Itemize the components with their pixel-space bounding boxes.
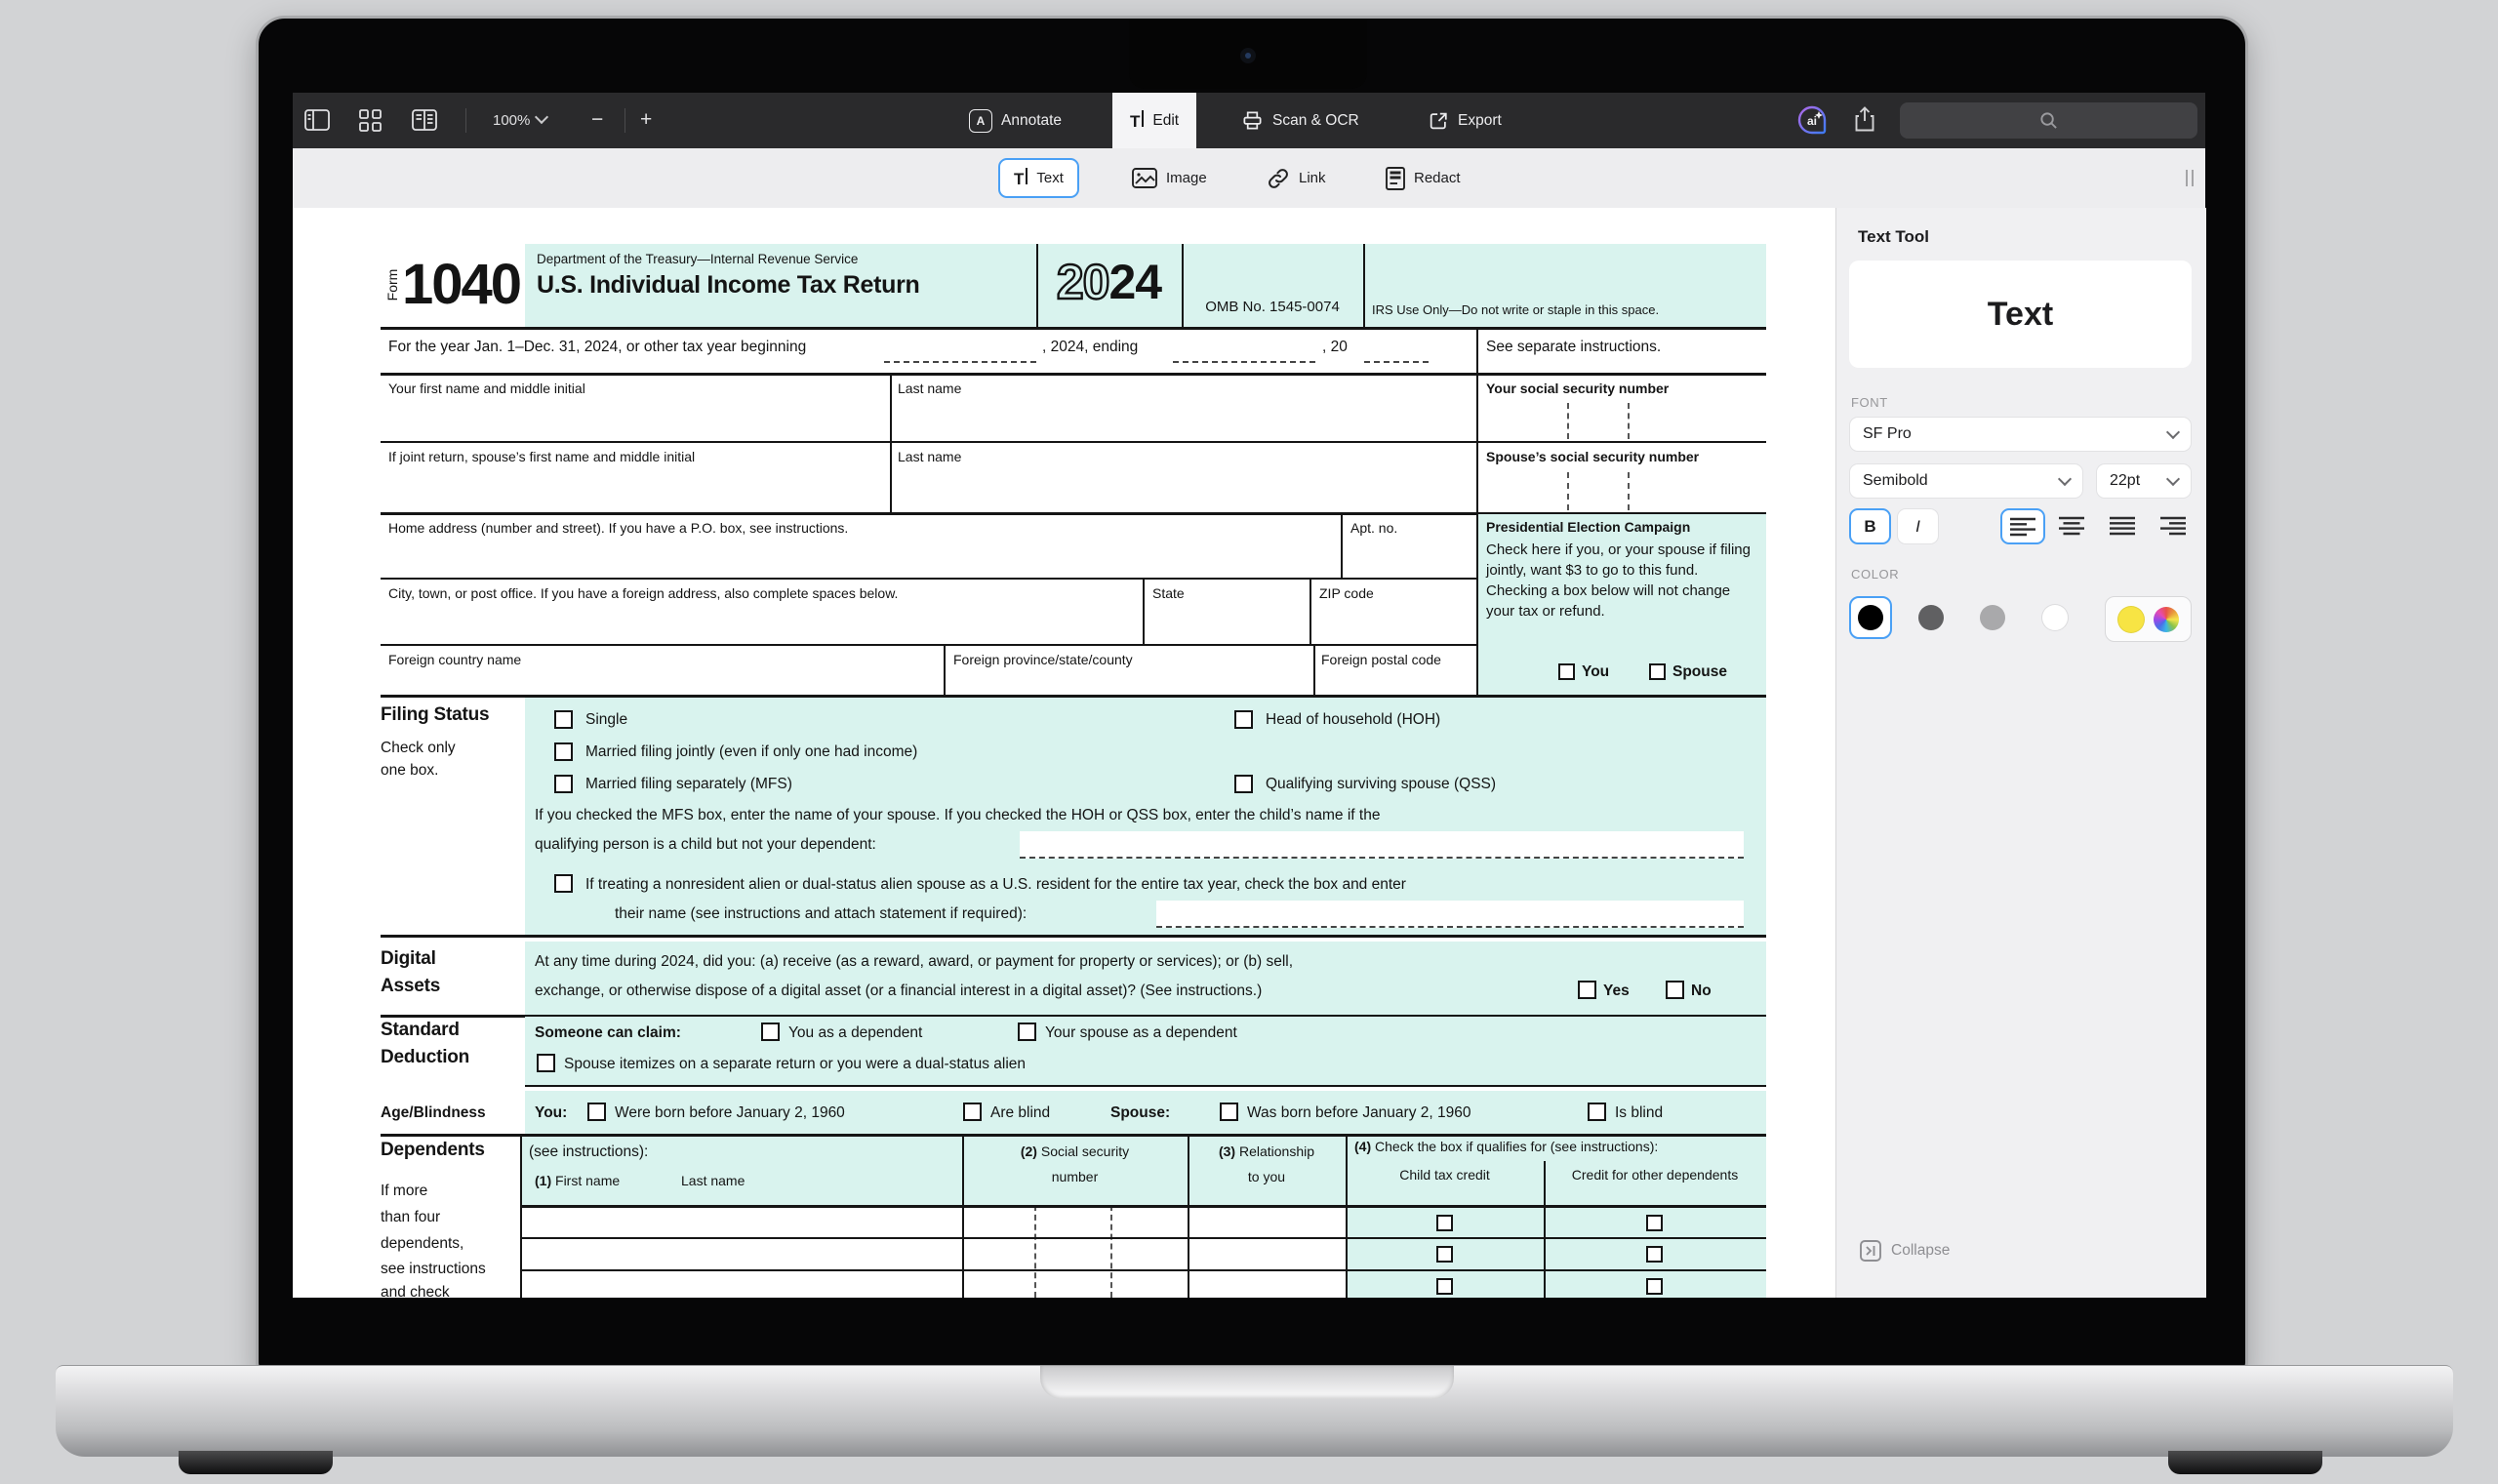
dep-col4b-header: Credit for other dependents: [1571, 1167, 1739, 1183]
font-style-select[interactable]: [1849, 463, 2083, 499]
ssn-divider: [1628, 403, 1630, 439]
dep-col3b-header: to you: [1247, 1169, 1286, 1184]
font-family-value: SF Pro: [1863, 425, 1912, 442]
standard-deduction-title-2: Deduction: [381, 1047, 470, 1067]
chevron-down-icon: [2166, 472, 2180, 486]
align-right-button[interactable]: [2160, 516, 2186, 536]
panel-resize-handle[interactable]: [2186, 170, 2188, 186]
digital-assets-no-checkbox[interactable]: [1666, 981, 1684, 999]
tab-edit[interactable]: [1112, 93, 1196, 148]
collapse-label: Collapse: [1891, 1242, 1951, 1259]
dependents-note-5: and check: [381, 1284, 450, 1298]
presidential-title: Presidential Election Campaign: [1486, 519, 1691, 535]
filing-status-title: Filing Status: [381, 704, 490, 725]
dep-row3-ctc-checkbox[interactable]: [1436, 1278, 1453, 1295]
filing-note-1: Check only: [381, 740, 456, 756]
last-name-label: Last name: [898, 381, 962, 396]
dependents-note-2: than four: [381, 1209, 441, 1225]
color-swatch-black[interactable]: [1849, 596, 1892, 639]
rule: [1313, 644, 1315, 695]
redact-tool-label: Redact: [1414, 170, 1461, 186]
rule: [890, 441, 892, 512]
preview-text: Text: [1987, 295, 2054, 333]
digital-assets-yes-checkbox[interactable]: [1578, 981, 1596, 999]
tab-edit-label: Edit: [1152, 111, 1180, 129]
foreign-postal-label: Foreign postal code: [1321, 652, 1441, 667]
zip-label: ZIP code: [1319, 585, 1374, 601]
dep-col2b-header: number: [1051, 1169, 1099, 1184]
zoom-in-button[interactable]: +: [640, 108, 653, 131]
italic-button[interactable]: I: [1897, 508, 1939, 544]
presidential-spouse-checkbox[interactable]: [1649, 663, 1666, 680]
rule: [1143, 578, 1145, 644]
font-family-select[interactable]: [1849, 417, 2192, 452]
age-blindness-title: Age/Blindness: [381, 1104, 486, 1121]
spouse-last-name-label: Last name: [898, 449, 962, 464]
ssn-divider: [1567, 403, 1569, 439]
dependents-note-3: dependents,: [381, 1235, 464, 1252]
see-instructions: See separate instructions.: [1486, 339, 1662, 355]
you-blind-label: Are blind: [990, 1104, 1051, 1121]
tab-annotate-label: Annotate: [1001, 111, 1063, 129]
irs-use-only: IRS Use Only—Do not write or staple in this space.: [1372, 302, 1660, 317]
chevron-down-icon: [535, 110, 548, 124]
bold-button[interactable]: B: [1849, 508, 1891, 544]
dependent-row[interactable]: [520, 1239, 1766, 1268]
chevron-down-icon: [2058, 472, 2072, 486]
collapse-icon: [1860, 1240, 1881, 1262]
rule: [381, 373, 1766, 376]
rule: [1036, 244, 1038, 327]
zoom-level-control[interactable]: [493, 112, 546, 129]
filing-nra-name-blank[interactable]: [1156, 901, 1744, 928]
spouse-itemizes-checkbox[interactable]: [537, 1054, 555, 1072]
laptop-lid-groove: [1040, 1366, 1454, 1399]
rule: [525, 1085, 1766, 1087]
dependents-title: Dependents: [381, 1140, 485, 1160]
state-label: State: [1152, 585, 1185, 601]
font-section-label: FONT: [1851, 395, 1888, 410]
filing-mfs-note-1: If you checked the MFS box, enter the name of your spouse. If you checked the HOH or QSS box, enter the child’s name if the: [535, 807, 1381, 823]
document-canvas[interactable]: [293, 208, 1835, 1298]
font-size-value: 22pt: [2110, 472, 2141, 489]
color-section-label: COLOR: [1851, 567, 1900, 582]
text-tool-button[interactable]: [998, 158, 1079, 198]
tab-scan-ocr[interactable]: [1241, 93, 1359, 148]
filing-single-label: Single: [585, 711, 628, 728]
filing-qss-label: Qualifying surviving spouse (QSS): [1266, 776, 1497, 792]
spouse-first-name-label: If joint return, spouse’s first name and middle initial: [388, 449, 696, 464]
color-wheel-swatch[interactable]: [2154, 607, 2179, 632]
spouse-born-before-checkbox[interactable]: [1220, 1103, 1238, 1121]
home-address-label: Home address (number and street). If you have a P.O. box, see instructions.: [388, 520, 849, 536]
dependents-note-1: If more: [381, 1183, 428, 1199]
image-tool-label: Image: [1166, 170, 1207, 186]
dep-row2-other-checkbox[interactable]: [1646, 1246, 1663, 1263]
spouse-blind-label: Is blind: [1615, 1104, 1664, 1121]
rule: [1309, 578, 1311, 644]
font-size-select[interactable]: [2096, 463, 2192, 499]
filing-mfs-name-blank[interactable]: [1020, 831, 1744, 859]
form-title: U.S. Individual Income Tax Return: [537, 271, 920, 299]
someone-can-claim-label: Someone can claim:: [535, 1024, 681, 1041]
svg-text:ai: ai: [1807, 114, 1818, 128]
tax-year-suffix: , 20: [1322, 339, 1348, 355]
dep-row1-other-checkbox[interactable]: [1646, 1215, 1663, 1231]
ssn-divider: [1567, 472, 1569, 510]
dependent-row[interactable]: [520, 1208, 1766, 1237]
scanner-icon: [1241, 109, 1264, 132]
ssn-divider: [1628, 472, 1630, 510]
annotate-icon: A: [969, 109, 992, 133]
tab-annotate[interactable]: [969, 93, 1062, 148]
you-born-before-checkbox[interactable]: [587, 1103, 606, 1121]
digital-assets-title-2: Assets: [381, 976, 441, 996]
collapse-panel-button[interactable]: [1860, 1240, 1950, 1262]
filing-hoh-label: Head of household (HOH): [1266, 711, 1441, 728]
claim-you-dependent-checkbox[interactable]: [761, 1023, 780, 1041]
redact-icon: [1386, 167, 1405, 190]
pdf-editor-window: [293, 93, 2205, 1298]
color-swatch-gray[interactable]: [1980, 605, 2005, 630]
color-swatch-dark-gray[interactable]: [1918, 605, 1944, 630]
claim-spouse-dependent-label: Your spouse as a dependent: [1045, 1024, 1237, 1041]
claim-spouse-dependent-checkbox[interactable]: [1018, 1023, 1036, 1041]
digital-assets-line-1: At any time during 2024, did you: (a) receive (as a reward, award, or payment for property or services); or (b) sell,: [535, 953, 1294, 970]
filing-mfs-label: Married filing separately (MFS): [585, 776, 792, 792]
webcam: [1240, 48, 1256, 63]
sidebar-toggle-icon[interactable]: [304, 109, 330, 131]
edit-subtoolbar: [293, 148, 2205, 209]
digital-assets-title-1: Digital: [381, 948, 436, 969]
spouse-ssn-label: Spouse’s social security number: [1486, 449, 1700, 464]
filing-nra-checkbox[interactable]: [554, 874, 573, 893]
tax-year-suffix-blank[interactable]: [1364, 340, 1429, 363]
text-style-preview[interactable]: [1849, 261, 2192, 368]
standard-deduction-title-1: Standard: [381, 1020, 460, 1040]
apt-label: Apt. no.: [1350, 520, 1398, 536]
rule: [381, 441, 1766, 443]
reading-view-icon[interactable]: [412, 109, 437, 131]
text-tool-icon: T: [1014, 168, 1027, 189]
tab-export-label: Export: [1458, 111, 1502, 129]
tab-export[interactable]: [1428, 93, 1502, 148]
filing-mfj-label: Married filing jointly (even if only one had income): [585, 743, 918, 760]
rule: [1341, 514, 1343, 578]
form-dept-line: Department of the Treasury—Internal Revenue Service: [537, 252, 859, 266]
tax-year-line: For the year Jan. 1–Dec. 31, 2024, or other tax year beginning: [388, 339, 807, 355]
spouse-itemizes-label: Spouse itemizes on a separate return or you were a dual-status alien: [564, 1056, 1027, 1072]
form-1040-page: [381, 244, 1766, 1298]
dependents-see-instructions: (see instructions):: [529, 1143, 649, 1160]
laptop-foot-right: [2168, 1451, 2322, 1474]
search-field[interactable]: [1900, 102, 2197, 139]
presidential-you-checkbox[interactable]: [1558, 663, 1575, 680]
main-toolbar: [293, 93, 2205, 148]
filing-hoh-checkbox[interactable]: [1234, 710, 1253, 729]
share-icon[interactable]: [1853, 105, 1876, 133]
align-left-icon: [2010, 517, 2035, 537]
presidential-spouse-label: Spouse: [1672, 663, 1727, 680]
align-left-button[interactable]: [2000, 508, 2045, 544]
ai-assistant-icon[interactable]: [1795, 103, 1829, 137]
search-icon: [2039, 111, 2058, 130]
filing-qss-checkbox[interactable]: [1234, 775, 1253, 793]
age-you-label: You:: [535, 1104, 568, 1121]
thumbnails-view-icon[interactable]: [359, 109, 382, 132]
rule: [944, 644, 946, 695]
filing-mfj-checkbox[interactable]: [554, 742, 573, 761]
text-tool-panel: [1835, 208, 2206, 1298]
filing-note-2: one box.: [381, 762, 439, 779]
spouse-blind-checkbox[interactable]: [1588, 1103, 1606, 1121]
panel-title: Text Tool: [1858, 227, 1930, 246]
rule: [381, 935, 1766, 938]
color-swatch-white[interactable]: [2042, 605, 2068, 630]
presidential-you-label: You: [1582, 663, 1610, 680]
text-edit-icon: T: [1130, 110, 1144, 132]
dependents-note-4: see instructions: [381, 1261, 486, 1277]
zoom-level-value: 100%: [493, 112, 531, 129]
dep-row1-ctc-checkbox[interactable]: [1436, 1215, 1453, 1231]
presidential-body: Check here if you, or your spouse if filing jointly, want $3 to go to this fund. Checking a box below will not change your tax or refund.: [1486, 541, 1751, 620]
spouse-born-before-label: Was born before January 2, 1960: [1247, 1104, 1471, 1121]
laptop-foot-left: [179, 1451, 333, 1474]
digital-assets-yes-label: Yes: [1603, 983, 1630, 999]
rule: [381, 327, 1766, 330]
city-label: City, town, or post office. If you have a foreign address, also complete spaces below.: [388, 585, 899, 601]
zoom-out-button[interactable]: −: [591, 108, 604, 131]
foreign-country-label: Foreign country name: [388, 652, 522, 667]
text-tool-label: Text: [1036, 170, 1064, 186]
rule: [890, 373, 892, 441]
link-tool-button[interactable]: [1267, 158, 1326, 198]
form-number: 1040: [402, 253, 521, 316]
font-style-value: Semibold: [1863, 472, 1928, 489]
digital-assets-no-label: No: [1691, 983, 1712, 999]
dep-col3-header: (3) Relationship: [1218, 1143, 1315, 1159]
filing-nra-note-2: their name (see instructions and attach statement if required):: [615, 905, 1027, 922]
link-icon: [1267, 167, 1290, 190]
redact-tool-button[interactable]: [1386, 158, 1461, 198]
laptop-base: [56, 1365, 2453, 1457]
filing-nra-note-1: If treating a nonresident alien or dual-status alien spouse as a U.S. resident for the entire tax year, check the box and enter: [585, 876, 1406, 893]
tax-year-beginning-blank[interactable]: [884, 340, 1036, 363]
tab-scan-ocr-label: Scan & OCR: [1272, 111, 1359, 129]
filing-mfs-note-2: qualifying person is a child but not your dependent:: [535, 836, 876, 853]
align-right-icon: [2160, 516, 2186, 536]
dep-col4-header: (4) Check the box if qualifies for (see instructions):: [1354, 1139, 1659, 1154]
dependent-row[interactable]: [520, 1271, 1766, 1298]
form-word: Form: [384, 268, 400, 301]
tax-year-ending-blank[interactable]: [1173, 340, 1315, 363]
your-ssn-label: Your social security number: [1486, 381, 1670, 396]
export-icon: [1428, 110, 1449, 132]
dep-col1-header: (1) First name: [535, 1173, 621, 1188]
form-year: 2024: [1056, 255, 1162, 309]
toolbar-divider: [624, 108, 625, 133]
foreign-province-label: Foreign province/state/county: [953, 652, 1133, 667]
rule: [1182, 244, 1184, 327]
first-name-label: Your first name and middle initial: [388, 381, 585, 396]
color-swatch-group: [2105, 596, 2192, 642]
dep-col4a-header: Child tax credit: [1399, 1167, 1490, 1183]
rule: [381, 578, 1476, 580]
you-born-before-label: Were born before January 2, 1960: [615, 1104, 845, 1121]
webcam-lens: [1245, 53, 1251, 59]
align-justify-button[interactable]: [2110, 516, 2135, 536]
rule: [381, 644, 1476, 646]
chevron-down-icon: [2166, 425, 2180, 439]
panel-resize-handle[interactable]: [2192, 170, 2194, 186]
you-blind-checkbox[interactable]: [963, 1103, 982, 1121]
dep-row2-ctc-checkbox[interactable]: [1436, 1246, 1453, 1263]
dep-col1b-header: Last name: [681, 1173, 745, 1188]
image-icon: [1132, 168, 1157, 188]
digital-assets-line-2: exchange, or otherwise dispose of a digital asset (or a financial interest in a digital asset)? (See instructions.): [535, 983, 1263, 999]
omb-number: OMB No. 1545-0074: [1205, 299, 1340, 315]
filing-mfs-checkbox[interactable]: [554, 775, 573, 793]
link-tool-label: Link: [1299, 170, 1326, 186]
age-spouse-label: Spouse:: [1110, 1104, 1171, 1121]
image-tool-button[interactable]: [1132, 158, 1207, 198]
align-center-button[interactable]: [2059, 516, 2084, 536]
claim-you-dependent-label: You as a dependent: [788, 1024, 923, 1041]
align-justify-icon: [2110, 516, 2135, 536]
rule: [1363, 244, 1365, 327]
dep-row3-other-checkbox[interactable]: [1646, 1278, 1663, 1295]
color-swatch-yellow[interactable]: [2118, 607, 2144, 632]
toolbar-divider: [465, 108, 466, 133]
camera-notch: [1129, 19, 1367, 89]
dep-col2-header: (2) Social security: [1020, 1143, 1130, 1159]
rule: [1476, 327, 1478, 695]
tax-year-ending-label: , 2024, ending: [1042, 339, 1139, 355]
filing-single-checkbox[interactable]: [554, 710, 573, 729]
align-center-icon: [2059, 516, 2084, 536]
